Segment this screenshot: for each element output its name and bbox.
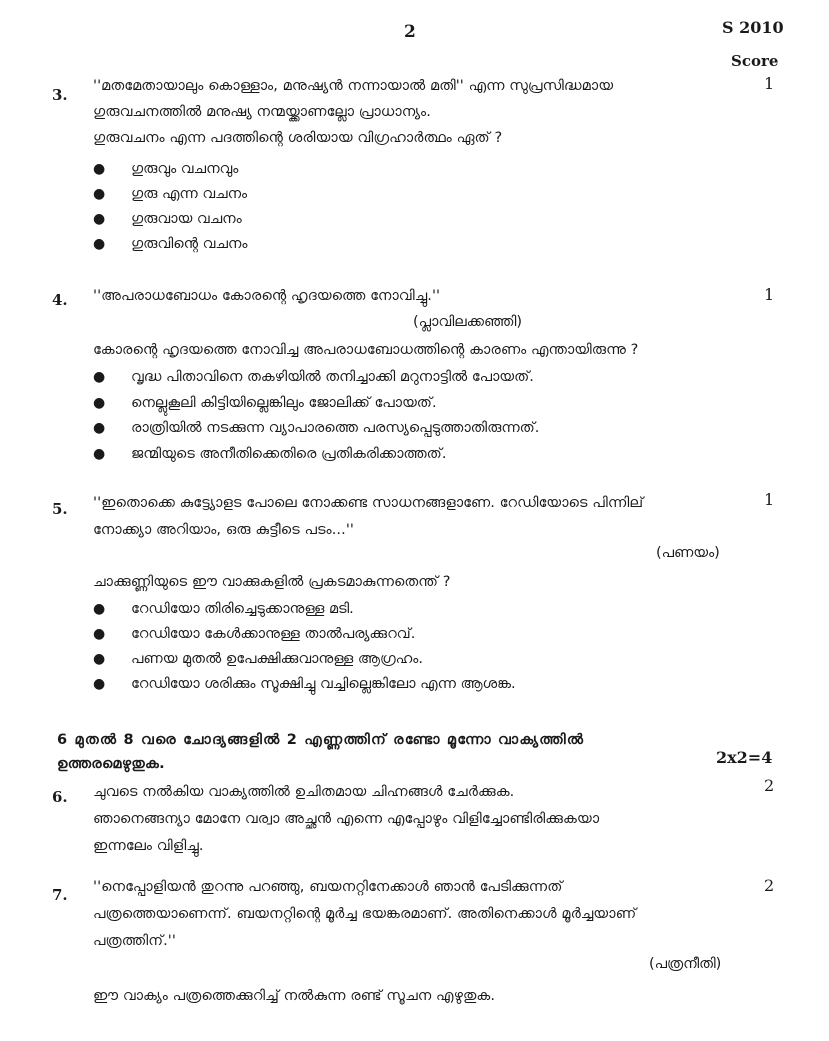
option-item (93, 601, 354, 617)
option-item (93, 186, 247, 202)
bullet-icon: ● (93, 211, 106, 227)
option-text: ഗുരുവും വചനവും (131, 161, 239, 177)
bullet-icon: ● (93, 446, 106, 462)
question-text-line: ചാക്കുണ്ണിയുടെ ഈ വാക്കുകളിൽ പ്രകടമാകുന്നതെന്ത് ? (93, 574, 451, 590)
question-number: 7. (52, 886, 68, 904)
bullet-icon: ● (93, 676, 106, 692)
option-item (93, 626, 415, 642)
question-score: 2 (764, 876, 775, 895)
question-number: 4. (52, 291, 68, 309)
question-text-line: ''ഇതൊക്കെ കുട്ട്യോളട പോലെ നോക്കണ്ട സാധനങ്ങളാണേ. റേഡിയോടെ പിന്നില് (93, 495, 644, 511)
bullet-icon: ● (93, 236, 106, 252)
option-text: ജന്മിയുടെ അനീതിക്കെതിരെ പ്രതികരിക്കാത്തത്. (131, 446, 447, 462)
bullet-icon: ● (93, 651, 106, 667)
question-number: 5. (52, 500, 68, 518)
option-text: റേഡിയോ തിരിച്ചെടുക്കാനുള്ള മടി. (131, 601, 354, 617)
question-text-line: ''അപരാധബോധം കോരന്റെ ഹൃദയത്തെ നോവിച്ചു.'' (93, 288, 441, 304)
section-instruction-line: ഉത്തരമെഴുതുക. (57, 756, 165, 772)
option-item (93, 420, 539, 436)
option-text: നെല്ലുകൂലി കിട്ടിയില്ലെങ്കിലും ജോലിക്ക് പോയത്. (131, 395, 437, 411)
bullet-icon: ● (93, 420, 106, 436)
option-item (93, 211, 242, 227)
question-text-line: കോരന്റെ ഹൃദയത്തെ നോവിച്ച അപരാധബോധത്തിന്റെ കാരണം എന്തായിരുന്നു ? (93, 342, 639, 358)
option-item (93, 395, 437, 411)
option-item (93, 446, 446, 462)
option-text: ഗുരുവിന്റെ വചനം (131, 236, 248, 252)
question-score: 1 (764, 74, 775, 93)
option-item (93, 651, 423, 667)
bullet-icon: ● (93, 186, 106, 202)
option-text: ഗുരുവായ വചനം (131, 211, 242, 227)
source-citation: (പ്ലാവിലക്കഞ്ഞി) (413, 314, 523, 330)
option-text: വൃദ്ധ പിതാവിനെ തകഴിയിൽ തനിച്ചാക്കി മറുനാട്ടിൽ പോയത്. (131, 369, 534, 385)
option-text: രാത്രിയിൽ നടക്കുന്ന വ്യാപാരത്തെ പരസ്യപ്പെടുത്താതിരുന്നത്. (131, 420, 540, 436)
option-text: പണയ മുതൽ ഉപേക്ഷിക്കുവാനുള്ള ആഗ്രഹം. (131, 651, 423, 667)
question-score: 2 (764, 776, 775, 795)
bullet-icon: ● (93, 626, 106, 642)
bullet-icon: ● (93, 161, 106, 177)
question-text-line: പത്രത്തെയാണെന്ന്. ബയനറ്റിന്റെ മൂർച്ച ഭയങ്കരമാണ്. അതിനെക്കാൾ മൂർച്ചയാണ് (93, 906, 637, 922)
section-instruction-line: 6 മുതൽ 8 വരെ ചോദ്യങ്ങളിൽ 2 എണ്ണത്തിന് രണ്ടോ മൂന്നോ വാക്യത്തിൽ (57, 732, 585, 748)
question-text-line: ഗുരുവചനം എന്ന പദത്തിന്റെ ശരിയായ വിഗ്രഹാർത്ഥം ഏത് ? (93, 130, 503, 146)
score-column-label: Score (731, 52, 779, 70)
question-text-line: ഞാനെങ്ങന്യാ മോനേ വര്വാ അച്ഛൻ എന്നെ എപ്പോഴും വിളിച്ചോണ്ടിരിക്കുകയാ (93, 811, 600, 827)
question-number: 6. (52, 788, 68, 806)
question-text-line: ചുവടെ നൽകിയ വാക്യത്തിൽ ഉചിതമായ ചിഹ്നങ്ങൾ ചേർക്കുക. (93, 784, 515, 800)
question-text-line: ''നെപ്പോളിയൻ തുറന്നു പറഞ്ഞു, ബയനറ്റിനേക്കാൾ ഞാൻ പേടിക്കുന്നത് (93, 879, 563, 895)
option-item (93, 369, 534, 385)
section-score: 2x2=4 (716, 748, 773, 767)
bullet-icon: ● (93, 395, 106, 411)
option-item (93, 676, 516, 692)
question-text-line: ഇന്നലേം വിളിച്ചു. (93, 838, 204, 854)
source-citation: (പണയം) (656, 545, 720, 561)
exam-code: S 2010 (722, 18, 784, 37)
question-text-line: നോക്ക്യാ അറിയാം, ഒരു കുട്ടീടെ പടം...'' (93, 522, 355, 538)
option-text: ഗുരു എന്ന വചനം (131, 186, 248, 202)
question-score: 1 (764, 490, 775, 509)
question-text-line: ഈ വാക്യം പത്രത്തെക്കുറിച്ച് നൽകുന്ന രണ്ട് സൂചന എഴുതുക. (93, 988, 496, 1004)
question-score: 1 (764, 285, 775, 304)
source-citation: (പത്രനീതി) (649, 956, 722, 972)
page-number: 2 (404, 22, 416, 42)
option-text: റേഡിയോ കേൾക്കാനുള്ള താൽപര്യക്കുറവ്. (131, 626, 416, 642)
bullet-icon: ● (93, 601, 106, 617)
bullet-icon: ● (93, 369, 106, 385)
question-number: 3. (52, 86, 68, 104)
option-text: റേഡിയോ ശരിക്കും സൂക്ഷിച്ചു വച്ചില്ലെങ്കിലോ എന്ന ആശങ്ക. (131, 676, 516, 692)
question-text-line: ''മതമേതായാലും കൊള്ളാം, മനുഷ്യൻ നന്നായാൽ മതി'' എന്ന സുപ്രസിദ്ധമായ (93, 78, 614, 94)
question-text-line: ഗുരുവചനത്തിൽ മനുഷ്യ നന്മയ്ക്കാണല്ലോ പ്രാധാന്യം. (93, 104, 431, 120)
option-item (93, 236, 247, 252)
option-item (93, 161, 238, 177)
question-text-line: പത്രത്തിന്.'' (93, 933, 176, 949)
